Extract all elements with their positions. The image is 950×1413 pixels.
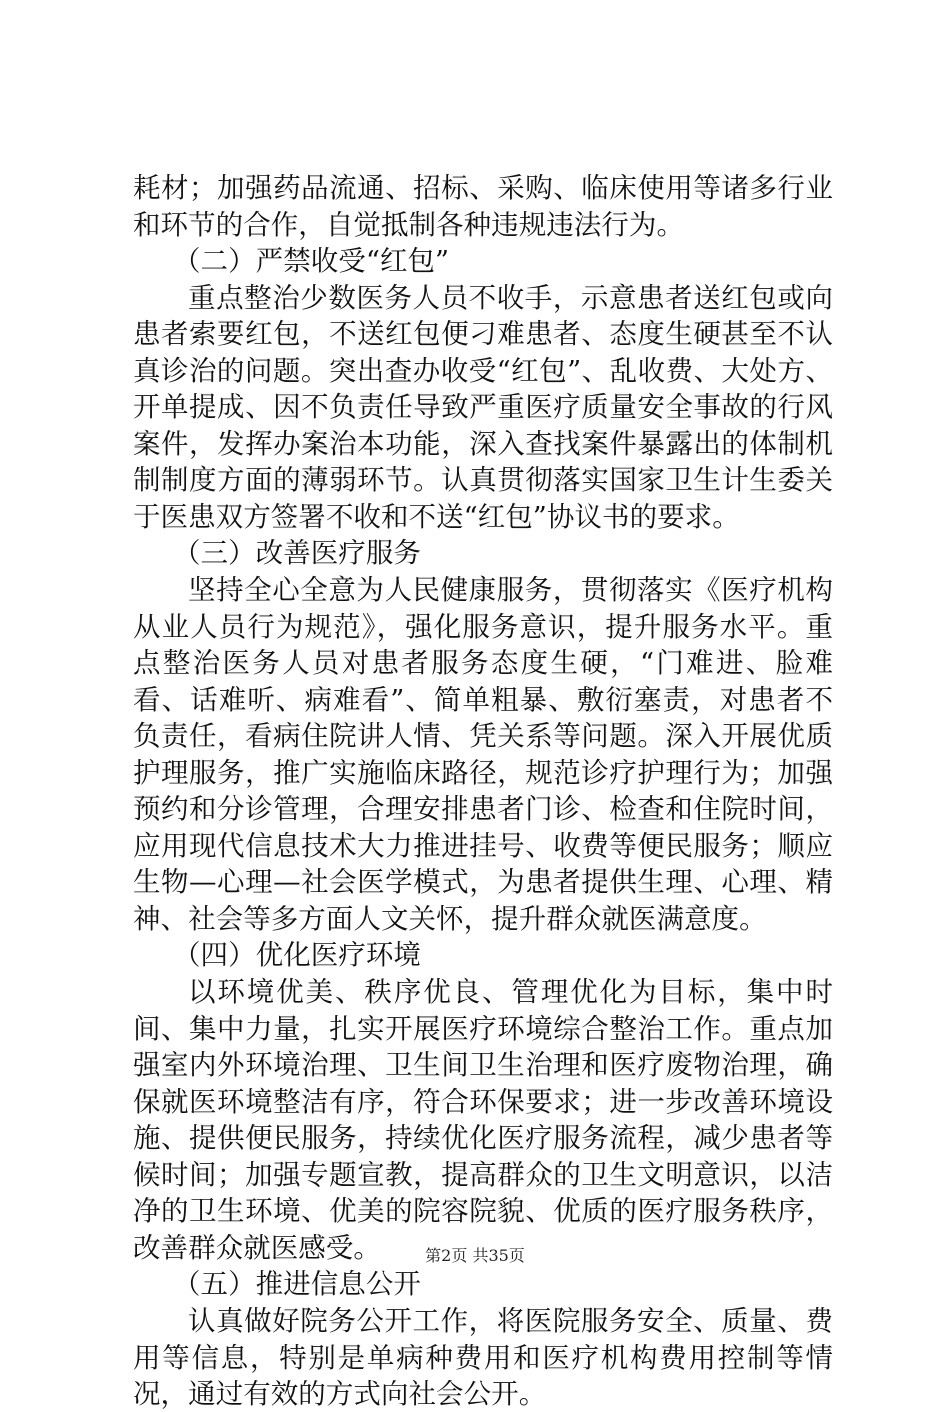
page-number-footer: 第2页 共35页 <box>425 1246 525 1265</box>
paragraph-medical-service: 坚持全心全意为人民健康服务，贯彻落实《医疗机构从业人员行为规范》，强化服务意识，提升服务水平。重点整治医务人员对患者服务态度生硬，“门难进、脸难看、话难听、病难看”、简单粗暴、敷衍塞责，对患者不负责任，看病住院讲人情、凭关系等问题。深入开展优质护理服务，推广实施临床路径，规范诊疗护理行为；加强预约和分诊管理，合理安排患者门诊、检查和住院时间，应用现代信息技术大力推进挂号、收费等便民服务；顺应生物—心理—社会医学模式，为患者提供生理、心理、精神、社会等多方面人文关怀，提升群众就医满意度。 <box>133 574 833 935</box>
paragraph-red-envelope: 重点整治少数医务人员不收手，示意患者送红包或向患者索要红包，不送红包便刁难患者、态度生硬甚至不认真诊治的问题。突出查办收受“红包”、乱收费、大处方、开单提成、因不负责任导致严重医疗质量安全事故的行风案件，发挥办案治本功能，深入查找案件暴露出的体制机制制度方面的薄弱环节。认真贯彻落实国家卫生计生委关于医患双方签署不收和不送“红包”协议书的要求。 <box>133 281 833 533</box>
paragraph-information-disclosure: 认真做好院务公开工作，将医院服务安全、质量、费用等信息，特别是单病种费用和医疗机构费用控制等情况，通过有效的方式向社会公开。 <box>133 1304 833 1411</box>
section-heading-5: （五）推进信息公开 <box>173 1268 421 1301</box>
document-body <box>133 170 833 1413</box>
section-heading-4: （四）优化医疗环境 <box>173 939 421 972</box>
section-heading-3: （三）改善医疗服务 <box>173 537 421 570</box>
section-heading-2: （二）严禁收受“红包” <box>173 245 450 278</box>
paragraph-medical-environment: 以环境优美、秩序优良、管理优化为目标，集中时间、集中力量，扎实开展医疗环境综合整治工作。重点加强室内外环境治理、卫生间卫生治理和医疗废物治理，确保就医环境整洁有序，符合环保要求；进一步改善环境设施、提供便民服务，持续优化医疗服务流程，减少患者等候时间；加强专题宣教，提高群众的卫生文明意识，以洁净的卫生环境、优美的院容院貌、优质的医疗服务秩序，改善群众就医感受。 <box>133 976 833 1264</box>
paragraph-continuation: 耗材；加强药品流通、招标、采购、临床使用等诸多行业和环节的合作，自觉抵制各种违规违法行为。 <box>133 172 833 241</box>
